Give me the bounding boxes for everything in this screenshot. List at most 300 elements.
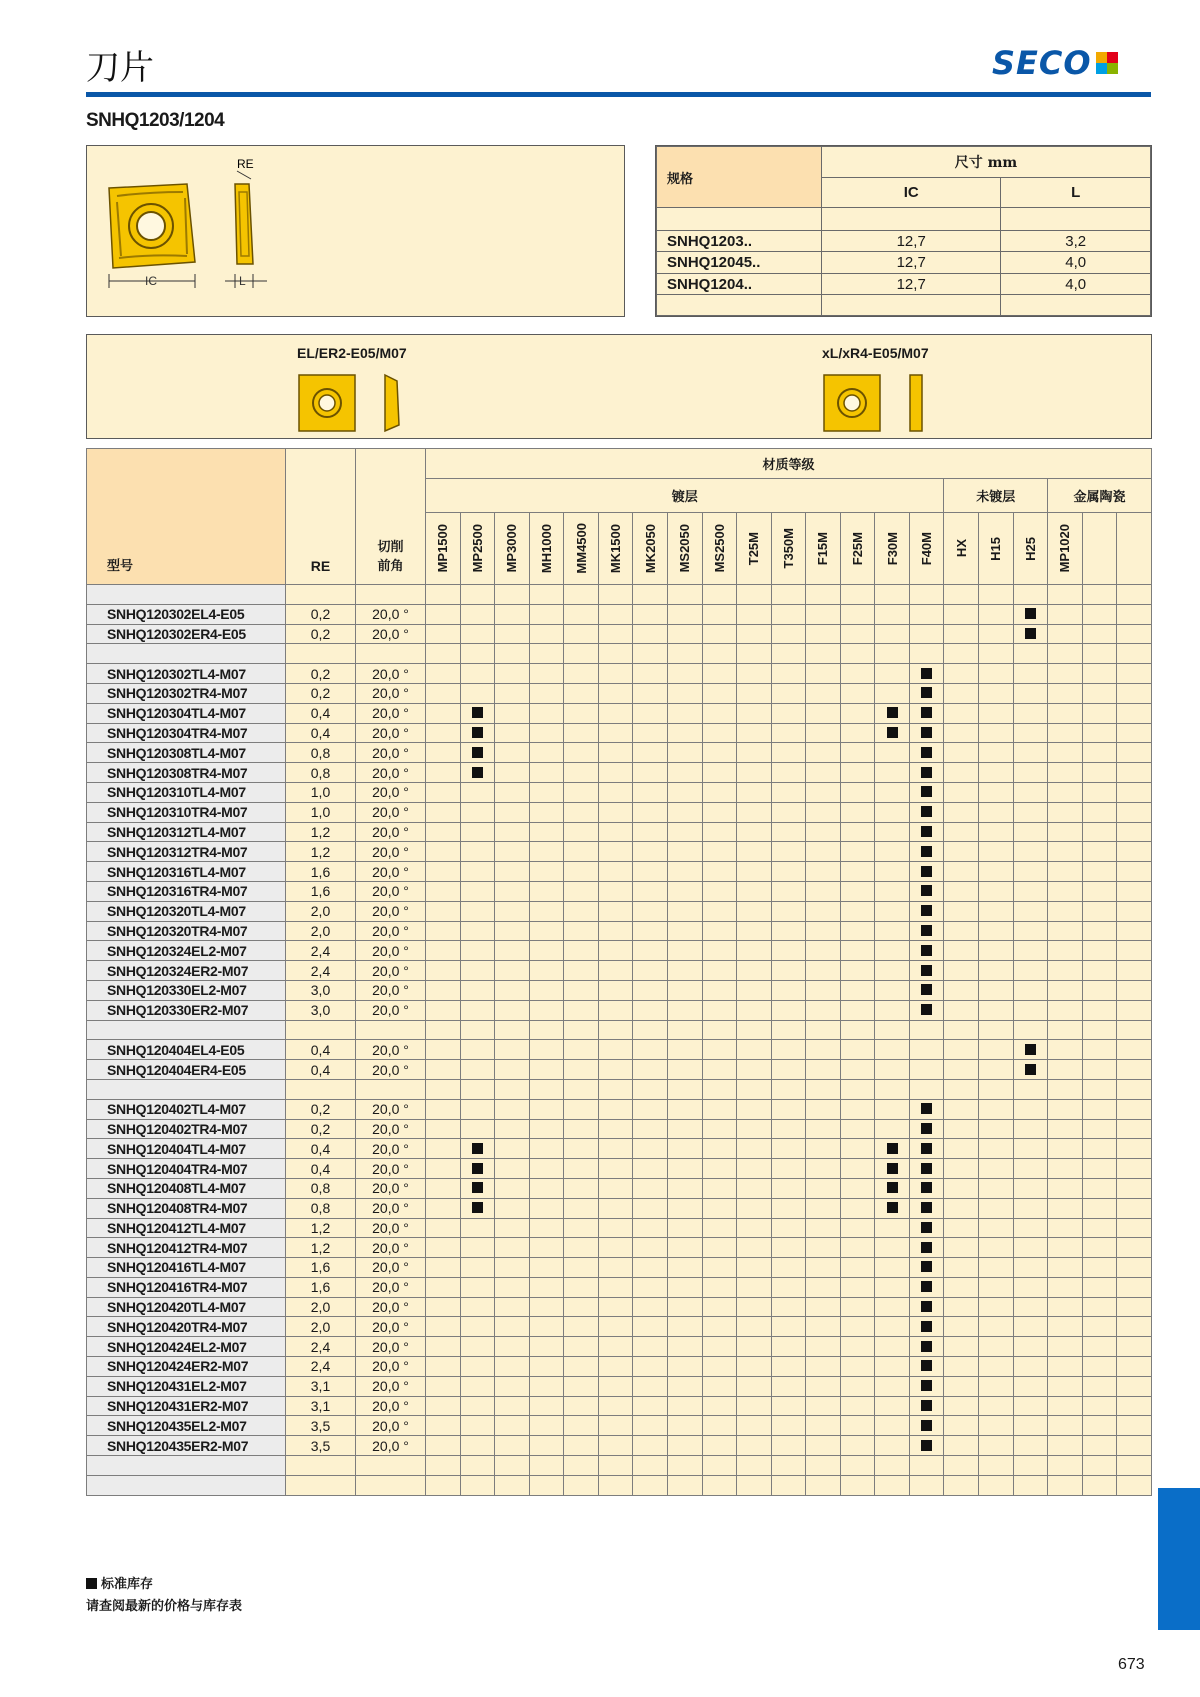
grade-cell xyxy=(1048,980,1083,1000)
grade-cell xyxy=(702,1060,737,1080)
grade-cell xyxy=(737,1238,772,1258)
grade-cell xyxy=(1048,1198,1083,1218)
table-row xyxy=(87,1040,1152,1060)
grade-cell xyxy=(495,921,530,941)
grade-cell xyxy=(1048,585,1083,605)
grade-cell xyxy=(702,1337,737,1357)
grade-cell xyxy=(909,1456,944,1476)
grade-cell xyxy=(1048,1357,1083,1377)
grade-cell xyxy=(1048,842,1083,862)
grade-cell xyxy=(529,881,564,901)
grade-cell xyxy=(875,1178,910,1198)
grade-cell xyxy=(875,961,910,981)
grade-cell xyxy=(806,1198,841,1218)
grade-cell xyxy=(598,1099,633,1119)
stock-mark-icon xyxy=(921,767,932,778)
stock-mark-icon xyxy=(921,1163,932,1174)
grade-cell xyxy=(1048,1060,1083,1080)
grade-cell xyxy=(979,1396,1014,1416)
grade-cell xyxy=(426,723,461,743)
page-number: 673 xyxy=(1118,1656,1145,1673)
grade-cell xyxy=(426,1376,461,1396)
insert-xl-icon xyxy=(822,373,932,435)
grade-cell xyxy=(1117,1079,1152,1099)
grade-cell xyxy=(1013,1297,1048,1317)
spec-l: 3,2 xyxy=(1001,230,1151,252)
grade-cell xyxy=(426,1317,461,1337)
grade-cell xyxy=(979,1376,1014,1396)
re-value: 1,0 xyxy=(286,802,356,822)
grade-cell xyxy=(1117,1000,1152,1020)
grade-cell xyxy=(633,1119,668,1139)
grade-cell xyxy=(771,1317,806,1337)
grade-cell xyxy=(598,1178,633,1198)
grade-cell xyxy=(737,1139,772,1159)
grade-cell xyxy=(875,802,910,822)
grade-cell xyxy=(667,1376,702,1396)
grade-cell xyxy=(426,604,461,624)
grade-cell xyxy=(979,723,1014,743)
grade-cell xyxy=(426,1277,461,1297)
grade-cell xyxy=(806,683,841,703)
grade-cell xyxy=(1048,664,1083,684)
grade-cell xyxy=(702,1000,737,1020)
grade-cell xyxy=(909,881,944,901)
grade-cell xyxy=(564,1337,599,1357)
grade-cell xyxy=(771,703,806,723)
grade-cell xyxy=(1082,1139,1117,1159)
re-value: 0,4 xyxy=(286,1159,356,1179)
model-code: SNHQ120402TL4-M07 xyxy=(87,1099,286,1119)
grade-cell xyxy=(909,585,944,605)
grade-cell xyxy=(1048,1040,1083,1060)
spec-row xyxy=(657,252,1151,274)
grade-name: MS2050 xyxy=(677,524,693,573)
grade-cell xyxy=(564,822,599,842)
model-code: SNHQ120330EL2-M07 xyxy=(87,980,286,1000)
rake-angle-value: 20,0 ° xyxy=(356,723,426,743)
grade-cell xyxy=(771,1000,806,1020)
grade-cell xyxy=(495,1000,530,1020)
grade-column-header xyxy=(667,513,702,585)
grade-cell xyxy=(771,980,806,1000)
table-row xyxy=(87,1416,1152,1436)
grade-cell xyxy=(702,1178,737,1198)
grade-cell xyxy=(529,1040,564,1060)
grade-cell xyxy=(633,1277,668,1297)
grade-cell xyxy=(633,1475,668,1495)
stock-mark-icon xyxy=(921,1123,932,1134)
grade-cell xyxy=(979,1456,1014,1476)
header-rule xyxy=(86,92,1151,97)
grade-cell xyxy=(702,842,737,862)
grade-cell xyxy=(495,941,530,961)
legend xyxy=(86,1574,242,1618)
grade-cell xyxy=(771,1060,806,1080)
cermet-header: 金属陶瓷 xyxy=(1048,479,1152,513)
grade-cell xyxy=(1013,1376,1048,1396)
grade-cell xyxy=(840,1396,875,1416)
grade-cell xyxy=(840,1099,875,1119)
grade-cell xyxy=(806,1178,841,1198)
grade-cell xyxy=(564,1475,599,1495)
grade-cell xyxy=(702,1456,737,1476)
grade-cell xyxy=(806,1000,841,1020)
grade-cell xyxy=(598,1238,633,1258)
grade-cell xyxy=(667,1357,702,1377)
grade-cell xyxy=(979,1020,1014,1040)
grade-cell xyxy=(944,644,979,664)
grade-cell xyxy=(737,842,772,862)
grade-cell xyxy=(909,822,944,842)
grade-cell xyxy=(1082,1198,1117,1218)
grade-cell xyxy=(771,1020,806,1040)
grade-cell xyxy=(598,1277,633,1297)
grade-cell xyxy=(909,980,944,1000)
grade-cell xyxy=(1082,1436,1117,1456)
grade-cell xyxy=(1048,1159,1083,1179)
grade-cell xyxy=(598,1040,633,1060)
stock-mark-icon xyxy=(472,1143,483,1154)
grade-cell xyxy=(702,1376,737,1396)
grade-cell xyxy=(840,1357,875,1377)
table-row xyxy=(87,683,1152,703)
re-value xyxy=(286,1475,356,1495)
grade-cell xyxy=(1013,1337,1048,1357)
grade-cell xyxy=(1117,1277,1152,1297)
model-code: SNHQ120304TL4-M07 xyxy=(87,703,286,723)
grade-cell xyxy=(806,1258,841,1278)
grade-cell xyxy=(979,782,1014,802)
grade-cell xyxy=(564,1198,599,1218)
grade-cell xyxy=(1013,1000,1048,1020)
grade-cell xyxy=(979,1159,1014,1179)
grade-cell xyxy=(529,1079,564,1099)
grade-cell xyxy=(598,1396,633,1416)
model-code xyxy=(87,1456,286,1476)
model-code: SNHQ120412TR4-M07 xyxy=(87,1238,286,1258)
grade-cell xyxy=(806,743,841,763)
grade-cell xyxy=(1013,842,1048,862)
grade-cell xyxy=(875,1119,910,1139)
grade-cell xyxy=(840,1060,875,1080)
grade-cell xyxy=(598,1198,633,1218)
grade-cell xyxy=(737,644,772,664)
grade-cell xyxy=(979,644,1014,664)
grade-cell xyxy=(564,1040,599,1060)
stock-mark-icon xyxy=(887,727,898,738)
grade-cell xyxy=(702,1357,737,1377)
table-row xyxy=(87,1376,1152,1396)
grade-cell xyxy=(667,1178,702,1198)
grade-cell xyxy=(633,782,668,802)
grade-cell xyxy=(1117,1416,1152,1436)
grade-cell xyxy=(667,1475,702,1495)
grade-cell xyxy=(771,842,806,862)
grade-cell xyxy=(1013,664,1048,684)
grade-cell xyxy=(460,961,495,981)
grade-column-header xyxy=(426,513,461,585)
grade-cell xyxy=(840,624,875,644)
rake-angle-value: 20,0 ° xyxy=(356,1238,426,1258)
grade-cell xyxy=(633,961,668,981)
grade-cell xyxy=(737,862,772,882)
grade-cell xyxy=(875,782,910,802)
re-value: 0,4 xyxy=(286,703,356,723)
table-row xyxy=(87,585,1152,605)
grade-cell xyxy=(737,604,772,624)
grade-cell xyxy=(529,1238,564,1258)
grade-cell xyxy=(840,1139,875,1159)
grade-cell xyxy=(840,1337,875,1357)
grade-cell xyxy=(1013,1456,1048,1476)
grade-cell xyxy=(1013,881,1048,901)
table-row xyxy=(87,881,1152,901)
grade-cell xyxy=(529,644,564,664)
spec-panel xyxy=(655,145,1152,317)
rake-angle-value: 20,0 ° xyxy=(356,1337,426,1357)
grade-cell xyxy=(806,802,841,822)
grade-cell xyxy=(633,1396,668,1416)
grade-cell xyxy=(495,980,530,1000)
grade-cell xyxy=(979,1079,1014,1099)
rake-angle-value: 20,0 ° xyxy=(356,1139,426,1159)
model-code: SNHQ120316TL4-M07 xyxy=(87,862,286,882)
grade-cell xyxy=(806,1238,841,1258)
grade-cell xyxy=(667,1119,702,1139)
grade-cell xyxy=(737,703,772,723)
grade-cell xyxy=(495,1475,530,1495)
grade-cell xyxy=(840,782,875,802)
grade-cell xyxy=(667,1000,702,1020)
grade-header: 材质等级 xyxy=(426,449,1152,479)
stock-mark-icon xyxy=(472,767,483,778)
grade-cell xyxy=(979,941,1014,961)
grade-cell xyxy=(944,1376,979,1396)
grade-cell xyxy=(702,802,737,822)
grade-cell xyxy=(944,703,979,723)
grade-cell xyxy=(944,822,979,842)
grade-cell xyxy=(771,1456,806,1476)
grade-cell xyxy=(460,1060,495,1080)
grade-cell xyxy=(667,1099,702,1119)
grade-cell xyxy=(840,1119,875,1139)
grade-cell xyxy=(598,881,633,901)
grade-cell xyxy=(771,743,806,763)
re-value: 0,2 xyxy=(286,664,356,684)
grade-cell xyxy=(495,743,530,763)
grade-cell xyxy=(1048,1238,1083,1258)
grade-cell xyxy=(1117,1396,1152,1416)
table-row xyxy=(87,921,1152,941)
grade-cell xyxy=(667,1139,702,1159)
grade-cell xyxy=(1013,1060,1048,1080)
grade-cell xyxy=(875,980,910,1000)
grade-cell xyxy=(667,624,702,644)
grade-cell xyxy=(1048,1297,1083,1317)
grade-cell xyxy=(909,802,944,822)
grade-column-header xyxy=(771,513,806,585)
grade-cell xyxy=(1117,1139,1152,1159)
grade-cell xyxy=(1048,1475,1083,1495)
grade-cell xyxy=(702,862,737,882)
grade-cell xyxy=(529,723,564,743)
grade-cell xyxy=(426,585,461,605)
grade-cell xyxy=(979,901,1014,921)
grade-cell xyxy=(702,585,737,605)
table-row xyxy=(87,1317,1152,1337)
grade-cell xyxy=(633,1079,668,1099)
grade-name: F40M xyxy=(919,531,935,566)
grade-cell xyxy=(737,1198,772,1218)
grade-cell xyxy=(529,1159,564,1179)
grade-cell xyxy=(909,961,944,981)
grade-cell xyxy=(1082,1238,1117,1258)
grade-cell xyxy=(598,802,633,822)
table-row xyxy=(87,1099,1152,1119)
grade-cell xyxy=(875,1000,910,1020)
grade-cell xyxy=(806,1119,841,1139)
grade-cell xyxy=(426,763,461,783)
stock-mark-icon xyxy=(472,727,483,738)
grade-cell xyxy=(598,1079,633,1099)
grade-cell xyxy=(426,842,461,862)
spec-header: 规格 xyxy=(657,147,822,208)
grade-cell xyxy=(979,1099,1014,1119)
grade-cell xyxy=(944,1317,979,1337)
grade-cell xyxy=(667,802,702,822)
grade-cell xyxy=(667,1040,702,1060)
grade-cell xyxy=(702,822,737,842)
grade-cell xyxy=(529,1475,564,1495)
model-code: SNHQ120308TR4-M07 xyxy=(87,763,286,783)
grade-cell xyxy=(1117,1357,1152,1377)
grade-cell xyxy=(426,1218,461,1238)
re-value: 1,0 xyxy=(286,782,356,802)
table-row xyxy=(87,941,1152,961)
grade-cell xyxy=(979,842,1014,862)
grade-cell xyxy=(1117,862,1152,882)
spec-table xyxy=(656,146,1151,316)
grade-cell xyxy=(633,901,668,921)
grade-cell xyxy=(529,842,564,862)
grade-cell xyxy=(1117,1258,1152,1278)
grade-cell xyxy=(875,664,910,684)
stock-mark-icon xyxy=(921,965,932,976)
grade-cell xyxy=(598,1297,633,1317)
grade-cell xyxy=(1013,683,1048,703)
grade-cell xyxy=(771,1277,806,1297)
grade-cell xyxy=(944,1456,979,1476)
grade-cell xyxy=(495,1238,530,1258)
grade-cell xyxy=(529,1258,564,1278)
grade-cell xyxy=(771,1119,806,1139)
rake-angle-value xyxy=(356,585,426,605)
grade-cell xyxy=(1082,1277,1117,1297)
grade-cell xyxy=(1117,1376,1152,1396)
grade-cell xyxy=(1082,1000,1117,1020)
grade-cell xyxy=(460,1198,495,1218)
grade-cell xyxy=(529,1139,564,1159)
grade-cell xyxy=(667,644,702,664)
grade-cell xyxy=(806,604,841,624)
model-header: 型号 xyxy=(87,449,286,585)
re-value: 2,0 xyxy=(286,901,356,921)
stock-mark-icon xyxy=(921,905,932,916)
stock-mark-icon xyxy=(921,707,932,718)
grade-cell xyxy=(1082,1416,1117,1436)
grade-cell xyxy=(633,802,668,822)
grade-cell xyxy=(1013,941,1048,961)
grade-name: MH1000 xyxy=(538,523,554,574)
grade-cell xyxy=(529,1317,564,1337)
grade-cell xyxy=(1117,624,1152,644)
rake-angle-value: 20,0 ° xyxy=(356,1178,426,1198)
grade-cell xyxy=(909,1277,944,1297)
grade-cell xyxy=(564,1238,599,1258)
grade-cell xyxy=(1048,683,1083,703)
grade-cell xyxy=(495,1099,530,1119)
grade-cell xyxy=(633,1238,668,1258)
grade-cell xyxy=(909,941,944,961)
grade-cell xyxy=(1082,921,1117,941)
grade-cell xyxy=(460,604,495,624)
table-row xyxy=(87,1258,1152,1278)
grade-cell xyxy=(737,782,772,802)
grade-cell xyxy=(1048,1456,1083,1476)
grade-cell xyxy=(426,941,461,961)
grade-cell xyxy=(529,1218,564,1238)
insert-drawing xyxy=(87,146,626,318)
grade-cell xyxy=(564,1079,599,1099)
grade-cell xyxy=(840,862,875,882)
grade-cell xyxy=(944,842,979,862)
grade-name: H25 xyxy=(1022,536,1038,561)
grade-cell xyxy=(944,1357,979,1377)
re-value: 0,2 xyxy=(286,683,356,703)
grade-cell xyxy=(806,1040,841,1060)
table-row xyxy=(87,901,1152,921)
grade-cell xyxy=(564,1099,599,1119)
stock-mark-icon xyxy=(921,1321,932,1332)
legend-note: 请查阅最新的价格与库存表 xyxy=(86,1599,243,1614)
grade-cell xyxy=(771,1238,806,1258)
grade-cell xyxy=(529,862,564,882)
grade-cell xyxy=(944,1159,979,1179)
grade-cell xyxy=(771,1178,806,1198)
grade-cell xyxy=(806,782,841,802)
grade-cell xyxy=(944,1416,979,1436)
model-code: SNHQ120416TL4-M07 xyxy=(87,1258,286,1278)
rake-angle-value xyxy=(356,1456,426,1476)
grade-name: T25M xyxy=(746,531,762,566)
grade-cell xyxy=(840,1258,875,1278)
grade-cell xyxy=(564,1159,599,1179)
grade-cell xyxy=(1117,585,1152,605)
grade-cell xyxy=(633,1297,668,1317)
grade-cell xyxy=(944,1139,979,1159)
table-row xyxy=(87,1218,1152,1238)
model-code: SNHQ120431ER2-M07 xyxy=(87,1396,286,1416)
grade-cell xyxy=(979,1297,1014,1317)
grade-cell xyxy=(944,1337,979,1357)
grade-cell xyxy=(1117,1040,1152,1060)
grade-cell xyxy=(564,585,599,605)
grade-cell xyxy=(737,901,772,921)
grade-cell xyxy=(667,921,702,941)
rake-angle-value: 20,0 ° xyxy=(356,802,426,822)
grade-cell xyxy=(875,822,910,842)
